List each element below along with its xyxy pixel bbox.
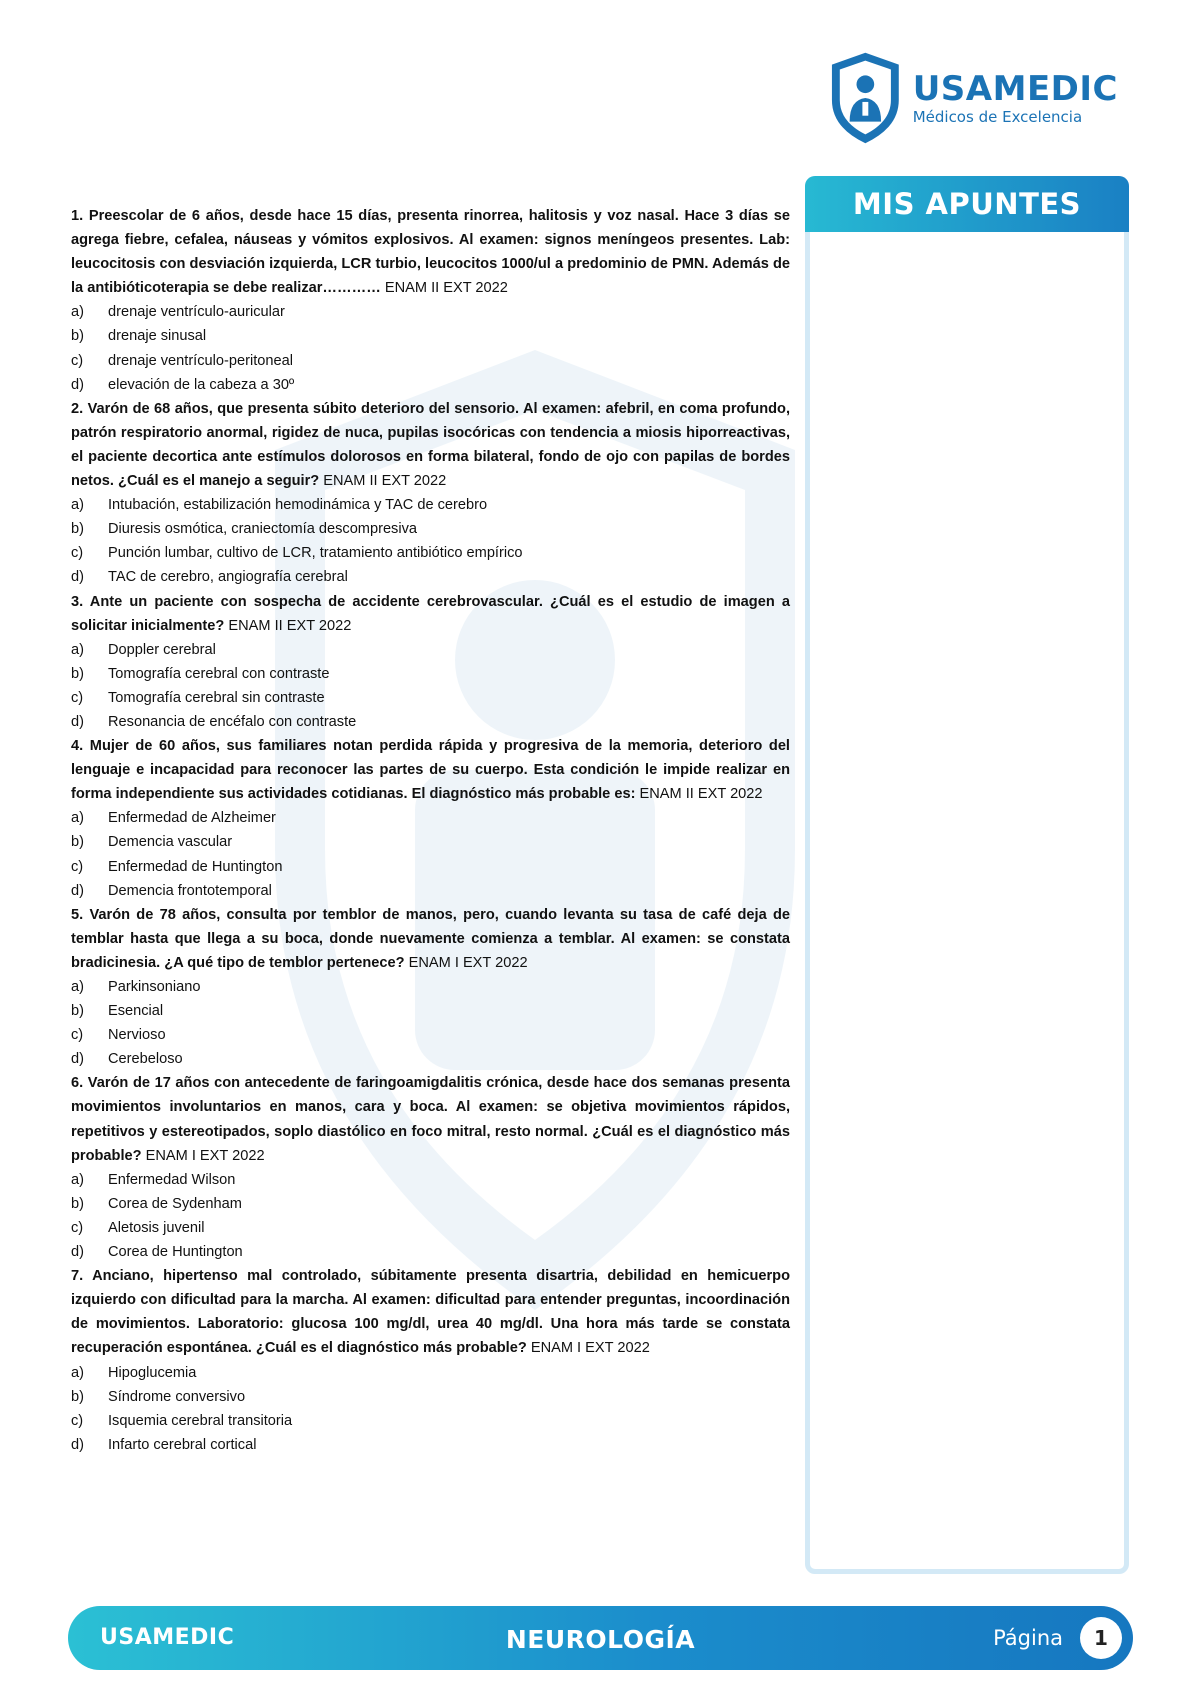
answer-option[interactable] [71,999,790,1023]
option-letter: a) [71,1171,84,1188]
answer-option[interactable] [71,541,790,565]
option-text: Diuresis osmótica, craniectomía descompresiva [108,521,418,538]
option-letter: a) [71,641,84,658]
question-4 [71,734,790,903]
answer-option[interactable] [71,686,790,710]
option-letter: b) [71,328,84,345]
question-number: 5. [71,906,84,923]
option-text: Intubación, estabilización hemodinámica y TAC de cerebro [108,497,488,514]
option-text: Corea de Sydenham [108,1195,242,1212]
answer-option[interactable] [71,1192,790,1216]
question-number: 4. [71,738,84,755]
question-source: ENAM II EXT 2022 [639,786,763,803]
question-5 [71,903,790,1072]
option-letter: c) [71,1412,84,1429]
footer-brand: USAMEDIC [100,1625,235,1650]
option-letter: b) [71,834,84,851]
question-text: Ante un paciente con sospecha de accidente cerebrovascular. ¿Cuál es el estudio de imagen a solicitar inicialmente? [71,593,790,634]
option-letter: c) [71,1219,84,1236]
question-stem [71,204,790,300]
option-letter: b) [71,1195,84,1212]
option-text: Aletosis juvenil [108,1219,205,1236]
question-number: 2. [71,400,84,417]
question-text: Varón de 68 años, que presenta súbito deterioro del sensorio. Al examen: afebril, en coma profundo, patrón respiratorio anormal, rigidez de nuca, pupilas isocóricas con tendencia a miosis hiporreactivas, el paciente decortica ante estímulos dolorosos en forma bilateral, fondo de ojo con papilas de bordes netos. ¿Cuál es el manejo a seguir? [71,400,791,490]
question-stem [71,734,790,806]
option-letter: c) [71,858,84,875]
answer-option[interactable] [71,975,790,999]
footer-bar [68,1606,1133,1670]
question-number: 3. [71,593,84,610]
option-text: Síndrome conversivo [108,1388,246,1405]
option-letter: d) [71,1051,84,1068]
option-letter: a) [71,979,84,995]
option-text: Tomografía cerebral sin contraste [108,689,325,706]
option-letter: a) [71,810,84,827]
logo-title: USAMEDIC [912,69,1118,109]
question-number: 7. [71,1268,84,1285]
question-source: ENAM I EXT 2022 [145,1147,265,1164]
answer-option[interactable] [71,638,790,662]
answer-option[interactable] [71,855,790,879]
question-2 [71,397,790,590]
question-stem [71,397,790,493]
answer-option[interactable] [71,1216,790,1240]
option-text: drenaje ventrículo-peritoneal [108,352,293,369]
option-text: Cerebeloso [108,1051,183,1068]
notes-panel[interactable] [805,176,1129,1574]
option-letter: c) [71,1027,84,1044]
page-number-badge: 1 [1080,1617,1122,1659]
notes-panel-header [805,176,1129,232]
option-letter: d) [71,569,84,586]
shield-doctor-icon [828,50,903,146]
option-letter: c) [71,545,84,562]
option-text: Parkinsoniano [108,979,201,995]
option-text: Esencial [108,1003,164,1020]
option-text: Demencia vascular [108,834,233,851]
option-text: Demencia frontotemporal [108,882,272,899]
option-letter: d) [71,1244,84,1261]
answer-option[interactable] [71,1361,790,1385]
answer-option[interactable] [71,662,790,686]
answer-option[interactable] [71,324,790,348]
question-source: ENAM II EXT 2022 [384,280,508,297]
option-text: Tomografía cerebral con contraste [108,665,330,682]
answer-option[interactable] [71,349,790,373]
option-letter: d) [71,1436,84,1453]
answer-option[interactable] [71,1409,790,1433]
question-3 [71,590,790,735]
answer-option[interactable] [71,373,790,397]
footer-page-label: Página [993,1626,1063,1650]
notes-panel-title: MIS APUNTES [852,187,1082,221]
option-text: Enfermedad de Alzheimer [108,810,276,827]
question-6 [71,1071,790,1264]
option-text: Hipoglucemia [108,1364,197,1381]
question-source: ENAM II EXT 2022 [323,473,447,490]
option-letter: d) [71,882,84,899]
option-letter: b) [71,1388,84,1405]
option-text: Nervioso [108,1027,166,1044]
answer-option[interactable] [71,565,790,589]
answer-option[interactable] [71,1047,790,1071]
option-text: Punción lumbar, cultivo de LCR, tratamiento antibiótico empírico [108,545,523,562]
answer-option[interactable] [71,1385,790,1409]
option-text: Corea de Huntington [108,1244,243,1261]
answer-option[interactable] [71,493,790,517]
question-list [71,204,790,1457]
option-text: TAC de cerebro, angiografía cerebral [108,569,348,586]
option-letter: b) [71,665,84,682]
question-number: 6. [71,1075,84,1092]
question-number: 1. [71,208,84,224]
question-7 [71,1264,790,1457]
option-letter: b) [71,1003,84,1020]
option-letter: d) [71,713,84,730]
question-1 [71,204,790,397]
question-text: Anciano, hipertenso mal controlado, súbitamente presenta disartria, debilidad en hemicuerpo izquierdo con dificultad para la marcha. Al examen: dificultad para entender preguntas, incoordinación de movimientos. Laboratorio: glucosa 100 mg/dl, urea 40 mg/dl. Una hora más tarde se constata recuperación espontánea. ¿Cuál es el diagnóstico más probable? [71,1268,790,1357]
question-text: Varón de 78 años, consulta por temblor de manos, pero, cuando levanta su tasa de café deja de temblar hasta que llega a su boca, donde nuevamente comienza a temblar. Al examen: se constata bradicinesia. ¿A qué tipo de temblor pertenece? [71,906,790,971]
answer-option[interactable] [71,300,790,324]
option-letter: a) [71,304,84,321]
option-letter: a) [71,1364,84,1381]
option-text: Enfermedad Wilson [108,1171,236,1188]
option-text: Infarto cerebral cortical [108,1436,257,1453]
question-text: Preescolar de 6 años, desde hace 15 días, presenta rinorrea, halitosis y voz nasal. Hace 3 días se agrega fiebre, cefalea, náuseas y vómitos explosivos. Al examen: signos meníngeos presentes. Lab: leucocitosis con desviación izquierda, LCR turbio, leucocitos 1000/ul a predominio de PMN. Además de la antibióticoterapia se debe realizar………… [71,208,791,297]
answer-option[interactable] [71,1023,790,1047]
question-stem [71,1071,790,1167]
answer-option[interactable] [71,517,790,541]
question-source: ENAM I EXT 2022 [408,954,528,971]
option-text: drenaje sinusal [108,328,207,345]
answer-option[interactable] [71,1168,790,1192]
option-text: Isquemia cerebral transitoria [108,1412,293,1429]
option-text: Enfermedad de Huntington [108,858,283,875]
question-stem [71,1264,790,1360]
logo-subtitle: Médicos de Excelencia [912,108,1083,126]
answer-option[interactable] [71,830,790,854]
answer-option[interactable] [71,710,790,734]
question-stem [71,903,790,975]
option-letter: c) [71,689,84,706]
answer-option[interactable] [71,1240,790,1264]
option-text: Doppler cerebral [108,641,216,658]
option-letter: d) [71,376,84,393]
answer-option[interactable] [71,879,790,903]
usamedic-logo [828,50,1118,146]
question-source: ENAM II EXT 2022 [228,617,352,634]
option-text: drenaje ventrículo-auricular [108,304,285,321]
option-text: Resonancia de encéfalo con contraste [108,713,357,730]
option-letter: a) [71,497,84,514]
question-stem [71,590,790,638]
option-letter: b) [71,521,84,538]
answer-option[interactable] [71,806,790,830]
answer-option[interactable] [71,1433,790,1457]
option-text: elevación de la cabeza a 30º [108,376,295,393]
question-source: ENAM I EXT 2022 [530,1340,650,1357]
footer-subject: NEUROLOGÍA [505,1625,696,1654]
question-text: Varón de 17 años con antecedente de faringoamigdalitis crónica, desde hace dos semanas presenta movimientos involuntarios en manos, cara y boca. Al examen: se objetiva movimientos rápidos, repetitivos y estereotipados, soplo diastólico en foco mitral, resto normal. ¿Cuál es el diagnóstico más probable? [71,1075,790,1164]
question-text: Mujer de 60 años, sus familiares notan perdida rápida y progresiva de la memoria, deterioro del lenguaje e incapacidad para reconocer las partes de su cuerpo. Esta condición le impide realizar en forma independiente sus actividades cotidianas. El diagnóstico más probable es: [71,738,790,803]
option-letter: c) [71,352,84,369]
